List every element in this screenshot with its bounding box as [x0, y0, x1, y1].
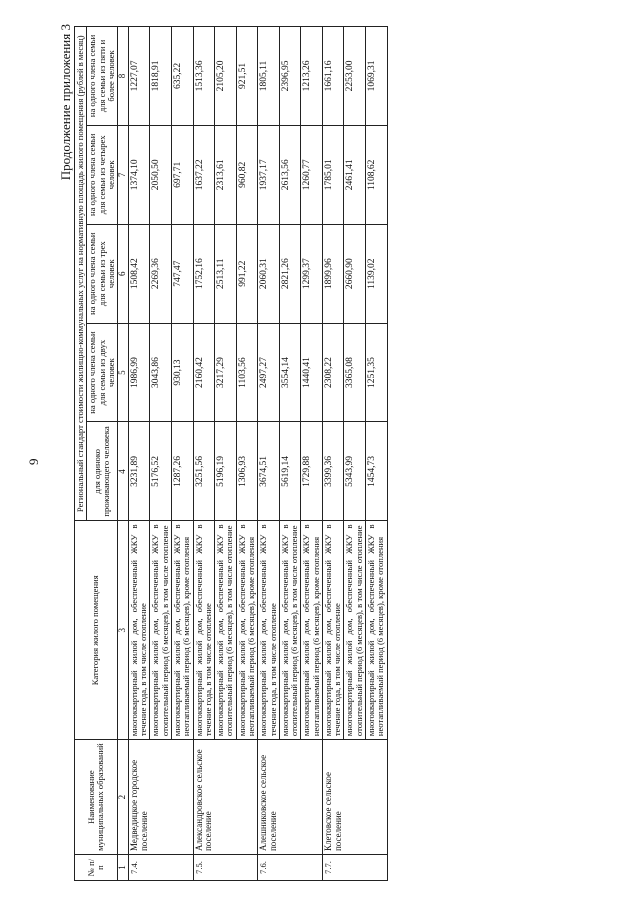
header-num: № п/п	[75, 855, 118, 881]
column-index: 2	[118, 740, 129, 855]
value-cell: 5619,14	[279, 422, 301, 521]
value-cell: 1440,41	[301, 323, 323, 422]
value-cell: 1661,16	[322, 27, 344, 126]
value-cell: 960,82	[236, 125, 258, 224]
value-cell: 1637,22	[193, 125, 215, 224]
value-cell: 2160,42	[193, 323, 215, 422]
header-sub: на одного члена семьи для семьи из двух человек	[87, 323, 118, 422]
header-category: Категория жилого помещения	[75, 521, 118, 740]
value-cell: 1818,91	[150, 27, 172, 126]
value-cell: 1108,62	[366, 125, 388, 224]
value-cell: 3043,86	[150, 323, 172, 422]
category-cell: многоквартирный жилой дом, обеспеченный ЖКУ в неотапливаемый период (6 месяцев), кроме отопления	[301, 521, 323, 740]
value-cell: 3554,14	[279, 323, 301, 422]
value-cell: 3251,56	[193, 422, 215, 521]
category-cell: многоквартирный жилой дом, обеспеченный ЖКУ в отопительный период (6 месяцев), в том числе отопление	[344, 521, 366, 740]
category-cell: многоквартирный жилой дом, обеспеченный ЖКУ в течение года, в том числе отопление	[258, 521, 280, 740]
value-cell: 747,47	[171, 224, 193, 323]
value-cell: 2513,11	[215, 224, 237, 323]
value-cell: 2105,20	[215, 27, 237, 126]
row-number: 7.7.	[322, 855, 387, 881]
municipality-name: Медведицкое городское поселение	[128, 740, 193, 855]
value-cell: 2060,31	[258, 224, 280, 323]
value-cell: 1508,42	[128, 224, 150, 323]
category-cell: многоквартирный жилой дом, обеспеченный ЖКУ в отопительный период (6 месяцев), в том числе отопление	[215, 521, 237, 740]
value-cell: 2308,22	[322, 323, 344, 422]
column-index: 3	[118, 521, 129, 740]
value-cell: 2821,26	[279, 224, 301, 323]
table-row	[258, 27, 280, 881]
category-cell: многоквартирный жилой дом, обеспеченный ЖКУ в неотапливаемый период (6 месяцев), кроме отопления	[171, 521, 193, 740]
municipality-name: Алешниковское сельское поселение	[258, 740, 323, 855]
appendix-caption: Продолжение приложения 3	[58, 24, 73, 181]
header-sub: на одного члена семьи для семьи из трех человек	[87, 224, 118, 323]
header-sub: на одного члена семьи для семьи из четырех человек	[87, 125, 118, 224]
value-cell: 3674,51	[258, 422, 280, 521]
column-index: 8	[118, 27, 129, 126]
table-row	[322, 27, 344, 881]
value-cell: 1306,93	[236, 422, 258, 521]
category-cell: многоквартирный жилой дом, обеспеченный ЖКУ в отопительный период (6 месяцев), в том числе отопление	[150, 521, 172, 740]
value-cell: 2613,56	[279, 125, 301, 224]
value-cell: 1103,56	[236, 323, 258, 422]
value-cell: 1805,11	[258, 27, 280, 126]
value-cell: 1139,02	[366, 224, 388, 323]
value-cell: 2313,61	[215, 125, 237, 224]
header-sub: для одиноко проживающего человека	[87, 422, 118, 521]
value-cell: 1287,26	[171, 422, 193, 521]
value-cell: 1729,88	[301, 422, 323, 521]
category-cell: многоквартирный жилой дом, обеспеченный ЖКУ в отопительный период (6 месяцев), в том числе отопление	[279, 521, 301, 740]
header-standard-group: Региональный стандарт стоимости жилищно-коммунальных услуг на нормативную площадь жилого помещения (рублей в месяц)	[75, 27, 87, 521]
column-index: 1	[118, 855, 129, 881]
value-cell: 3365,08	[344, 323, 366, 422]
value-cell: 921,51	[236, 27, 258, 126]
value-cell: 2497,27	[258, 323, 280, 422]
value-cell: 697,71	[171, 125, 193, 224]
value-cell: 1785,01	[322, 125, 344, 224]
header-sub: на одного члена семьи для семьи из пяти и более человек	[87, 27, 118, 126]
value-cell: 5196,19	[215, 422, 237, 521]
value-cell: 3399,36	[322, 422, 344, 521]
value-cell: 2253,00	[344, 27, 366, 126]
value-cell: 2461,41	[344, 125, 366, 224]
value-cell: 5343,99	[344, 422, 366, 521]
value-cell: 1937,17	[258, 125, 280, 224]
value-cell: 1513,36	[193, 27, 215, 126]
value-cell: 2050,50	[150, 125, 172, 224]
value-cell: 2396,95	[279, 27, 301, 126]
column-index: 7	[118, 125, 129, 224]
value-cell: 1752,16	[193, 224, 215, 323]
category-cell: многоквартирный жилой дом, обеспеченный ЖКУ в течение года, в том числе отопление	[193, 521, 215, 740]
category-cell: многоквартирный жилой дом, обеспеченный ЖКУ в неотапливаемый период (6 месяцев), кроме отопления	[366, 521, 388, 740]
column-index: 5	[118, 323, 129, 422]
value-cell: 635,22	[171, 27, 193, 126]
table-row	[128, 27, 150, 881]
value-cell: 991,22	[236, 224, 258, 323]
standards-table	[74, 26, 388, 881]
column-index: 6	[118, 224, 129, 323]
page-number: 9	[26, 458, 41, 465]
header-name: Наименование муниципальных образований	[75, 740, 118, 855]
value-cell: 1260,77	[301, 125, 323, 224]
value-cell: 2660,90	[344, 224, 366, 323]
column-index: 4	[118, 422, 129, 521]
municipality-name: Александровское сельское поселение	[193, 740, 258, 855]
value-cell: 1251,35	[366, 323, 388, 422]
value-cell: 2269,36	[150, 224, 172, 323]
municipality-name: Клетовское сельское поселение	[322, 740, 387, 855]
value-cell: 3231,89	[128, 422, 150, 521]
row-number: 7.4.	[128, 855, 193, 881]
category-cell: многоквартирный жилой дом, обеспеченный ЖКУ в течение года, в том числе отопление	[128, 521, 150, 740]
value-cell: 1899,96	[322, 224, 344, 323]
value-cell: 1213,26	[301, 27, 323, 126]
value-cell: 930,13	[171, 323, 193, 422]
value-cell: 1227,07	[128, 27, 150, 126]
row-number: 7.6.	[258, 855, 323, 881]
value-cell: 5176,52	[150, 422, 172, 521]
table-row	[193, 27, 215, 881]
value-cell: 1374,10	[128, 125, 150, 224]
category-cell: многоквартирный жилой дом, обеспеченный ЖКУ в неотапливаемый период (6 месяцев), кроме отопления	[236, 521, 258, 740]
value-cell: 1299,37	[301, 224, 323, 323]
value-cell: 1454,73	[366, 422, 388, 521]
row-number: 7.5.	[193, 855, 258, 881]
value-cell: 3217,29	[215, 323, 237, 422]
value-cell: 1986,99	[128, 323, 150, 422]
value-cell: 1069,31	[366, 27, 388, 126]
category-cell: многоквартирный жилой дом, обеспеченный ЖКУ в течение года, в том числе отопление	[322, 521, 344, 740]
